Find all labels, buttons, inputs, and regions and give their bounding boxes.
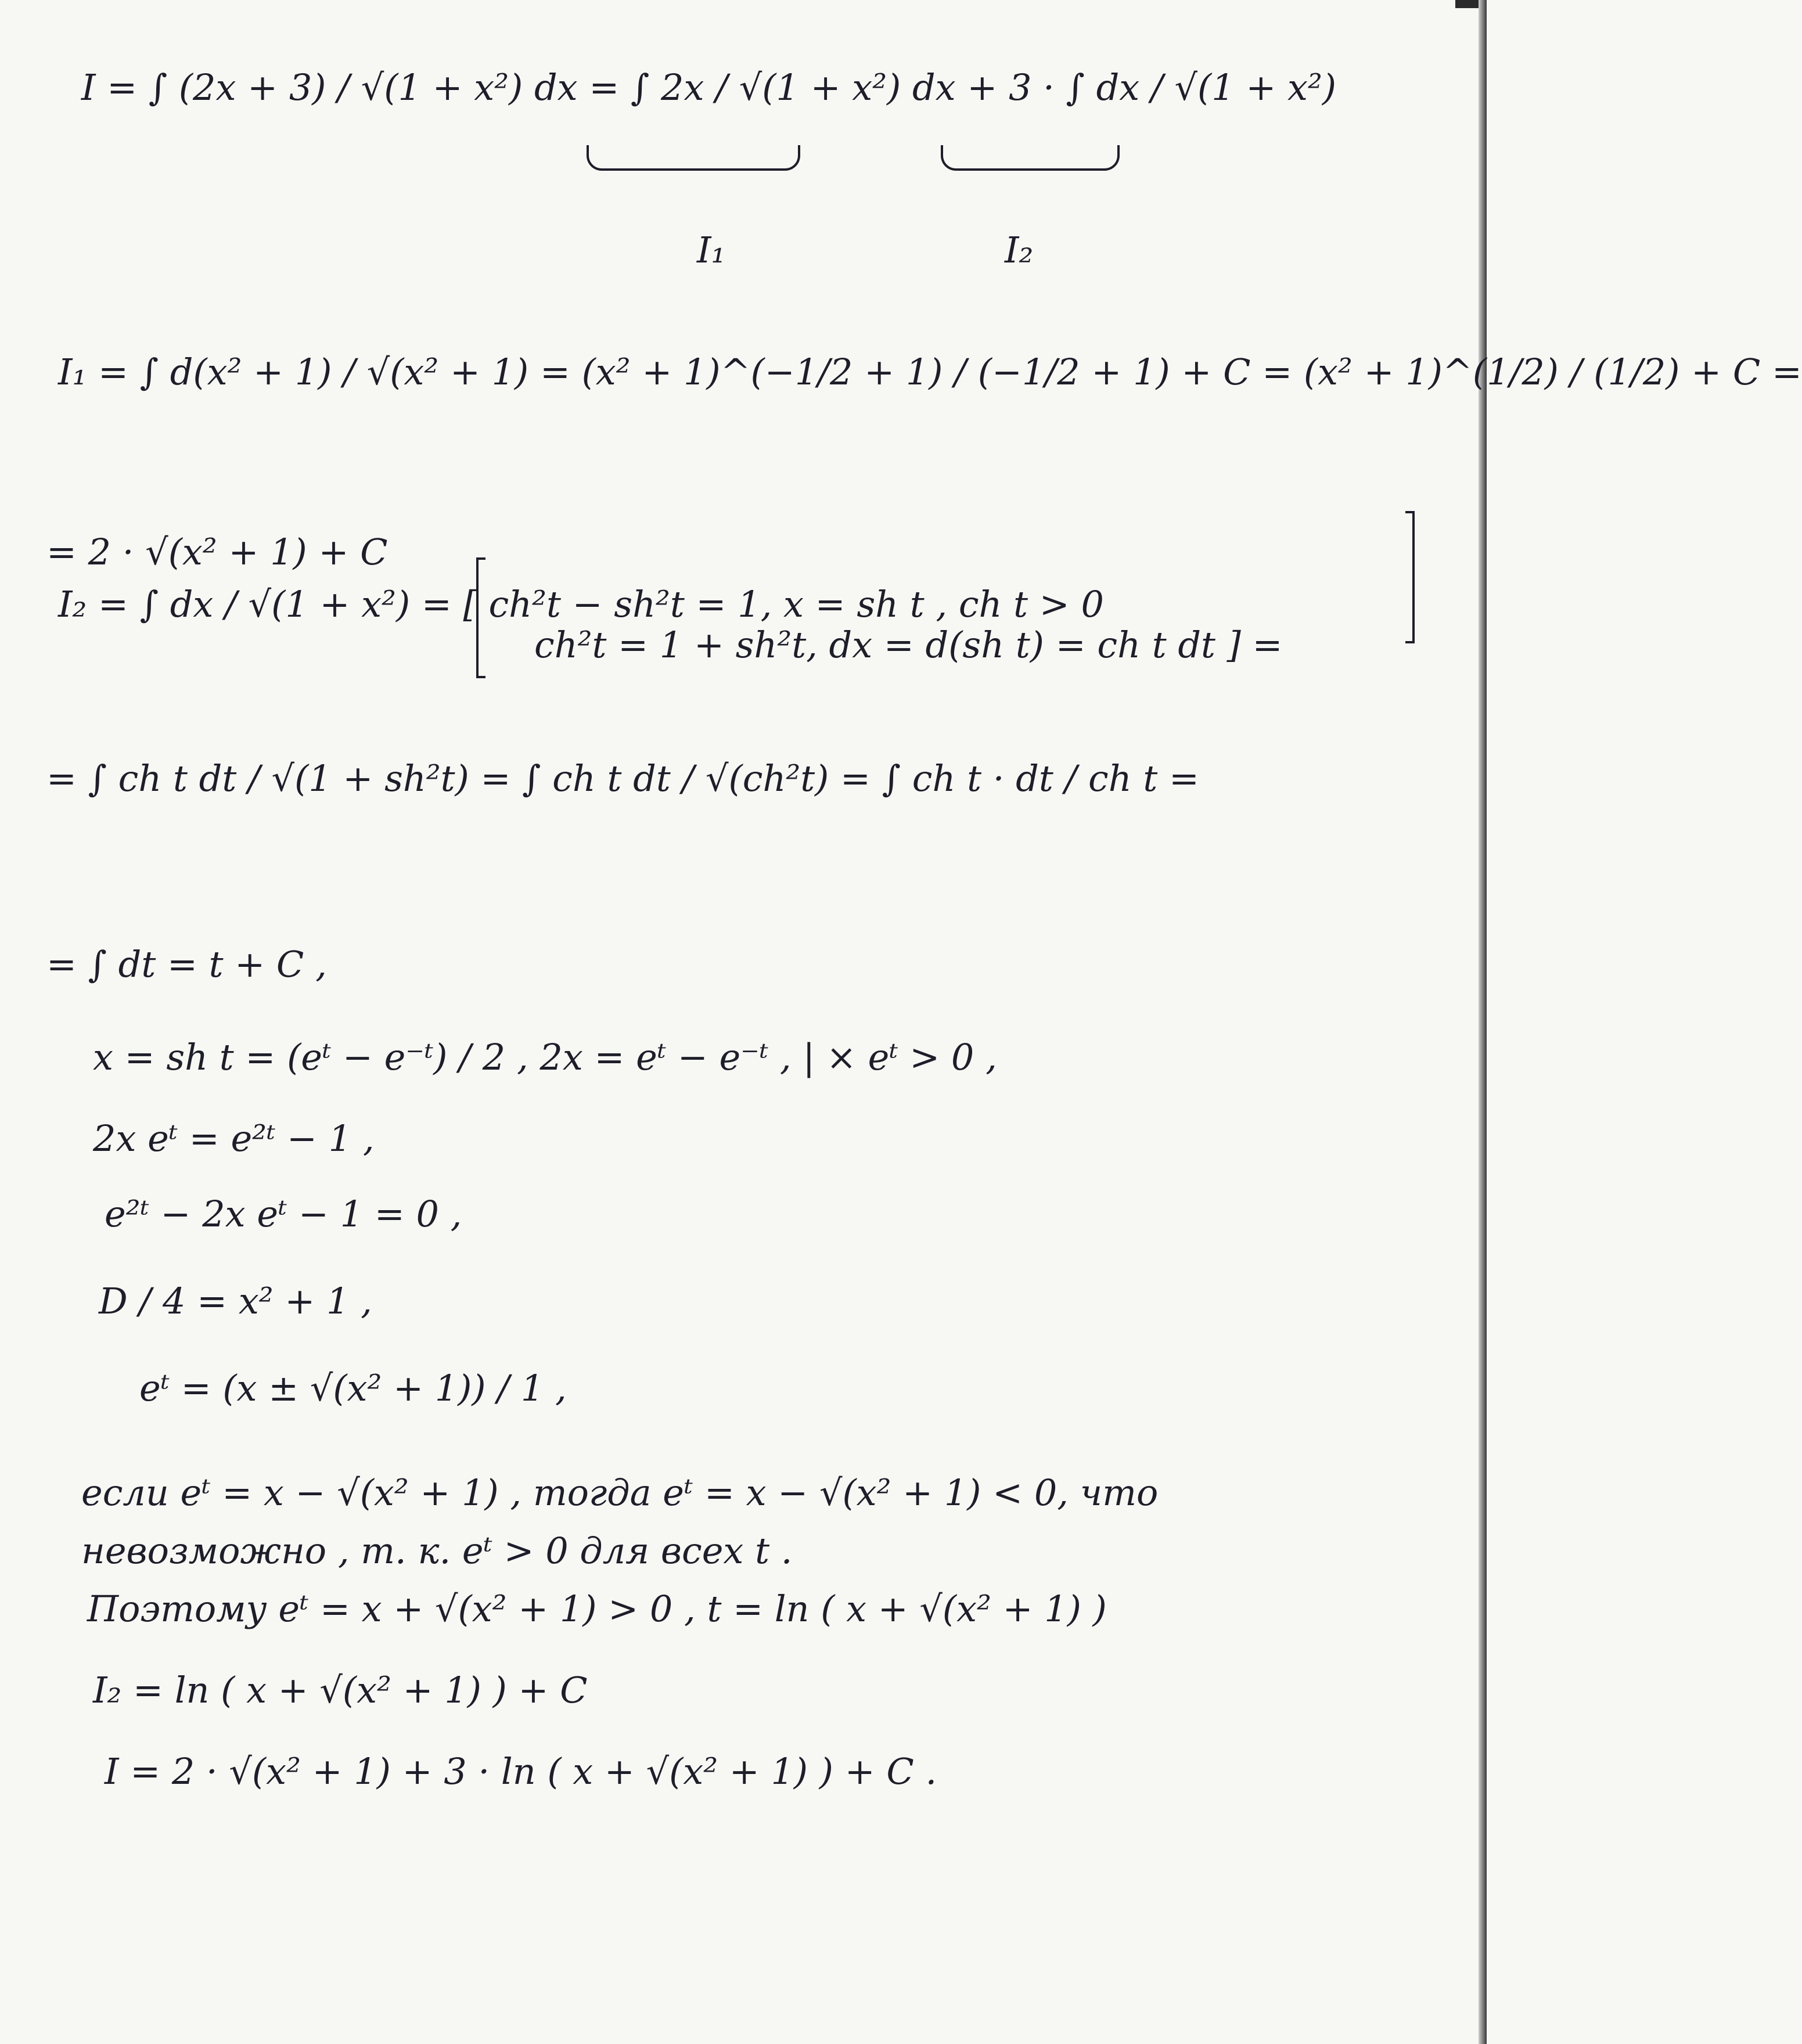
discriminant-line: D / 4 = x² + 1 ,: [99, 1280, 372, 1322]
brace-i2: [941, 145, 1120, 171]
roots-line: eᵗ = (x ± √(x² + 1)) / 1 ,: [139, 1367, 567, 1409]
i2-transform-line: = ∫ ch t dt / √(1 + sh²t) = ∫ ch t dt / √(ch²t) = ∫ ch t · dt / ch t =: [46, 757, 1199, 800]
equation-line-1: 2x eᵗ = e²ᵗ − 1 ,: [93, 1117, 375, 1160]
substitution-bracket-right: [1405, 511, 1415, 643]
i1-computation-line: I₁ = ∫ d(x² + 1) / √(x² + 1) = (x² + 1)^(−1/2 + 1) / (−1/2 + 1) + C = (x² + 1)^(1/2) / (1/2) + C =: [58, 351, 1802, 393]
integral-definition-line: I = ∫ (2x + 3) / √(1 + x²) dx = ∫ 2x / √(1 + x²) dx + 3 · ∫ dx / √(1 + x²): [81, 66, 1337, 109]
i1-result-line: = 2 · √(x² + 1) + C: [46, 531, 388, 573]
brace-i1: [587, 145, 800, 171]
label-i1: I₁: [697, 229, 726, 271]
conclusion-t-line: Поэтому eᵗ = x + √(x² + 1) > 0 , t = ln ( x + √(x² + 1) ): [87, 1588, 1107, 1630]
i2-result-line: I₂ = ln ( x + √(x² + 1) ) + C: [93, 1669, 588, 1711]
i2-substitution-line: ch²t = 1 + sh²t, dx = d(sh t) = ch t dt ] =: [534, 624, 1283, 666]
final-answer-line: I = 2 · √(x² + 1) + 3 · ln ( x + √(x² + 1) ) + C .: [105, 1750, 937, 1793]
i2-setup-line: I₂ = ∫ dx / √(1 + x²) = [ ch²t − sh²t = 1, x = sh t , ch t > 0: [58, 583, 1104, 625]
i2-basic-integral-line: = ∫ dt = t + C ,: [46, 943, 327, 985]
sinh-expansion-line: x = sh t = (eᵗ − e⁻ᵗ) / 2 , 2x = eᵗ − e⁻ᵗ , | × eᵗ > 0 ,: [93, 1036, 997, 1078]
quadratic-line: e²ᵗ − 2x eᵗ − 1 = 0 ,: [105, 1193, 462, 1235]
scan-edge: [1479, 0, 1487, 2044]
impossibility-line: невозможно , т. к. eᵗ > 0 для всех t .: [81, 1530, 793, 1572]
case-analysis-line: если eᵗ = x − √(x² + 1) , тогда eᵗ = x − √(x² + 1) < 0, что: [81, 1471, 1159, 1514]
label-i2: I₂: [1005, 229, 1034, 271]
scan-corner: [1455, 0, 1479, 8]
